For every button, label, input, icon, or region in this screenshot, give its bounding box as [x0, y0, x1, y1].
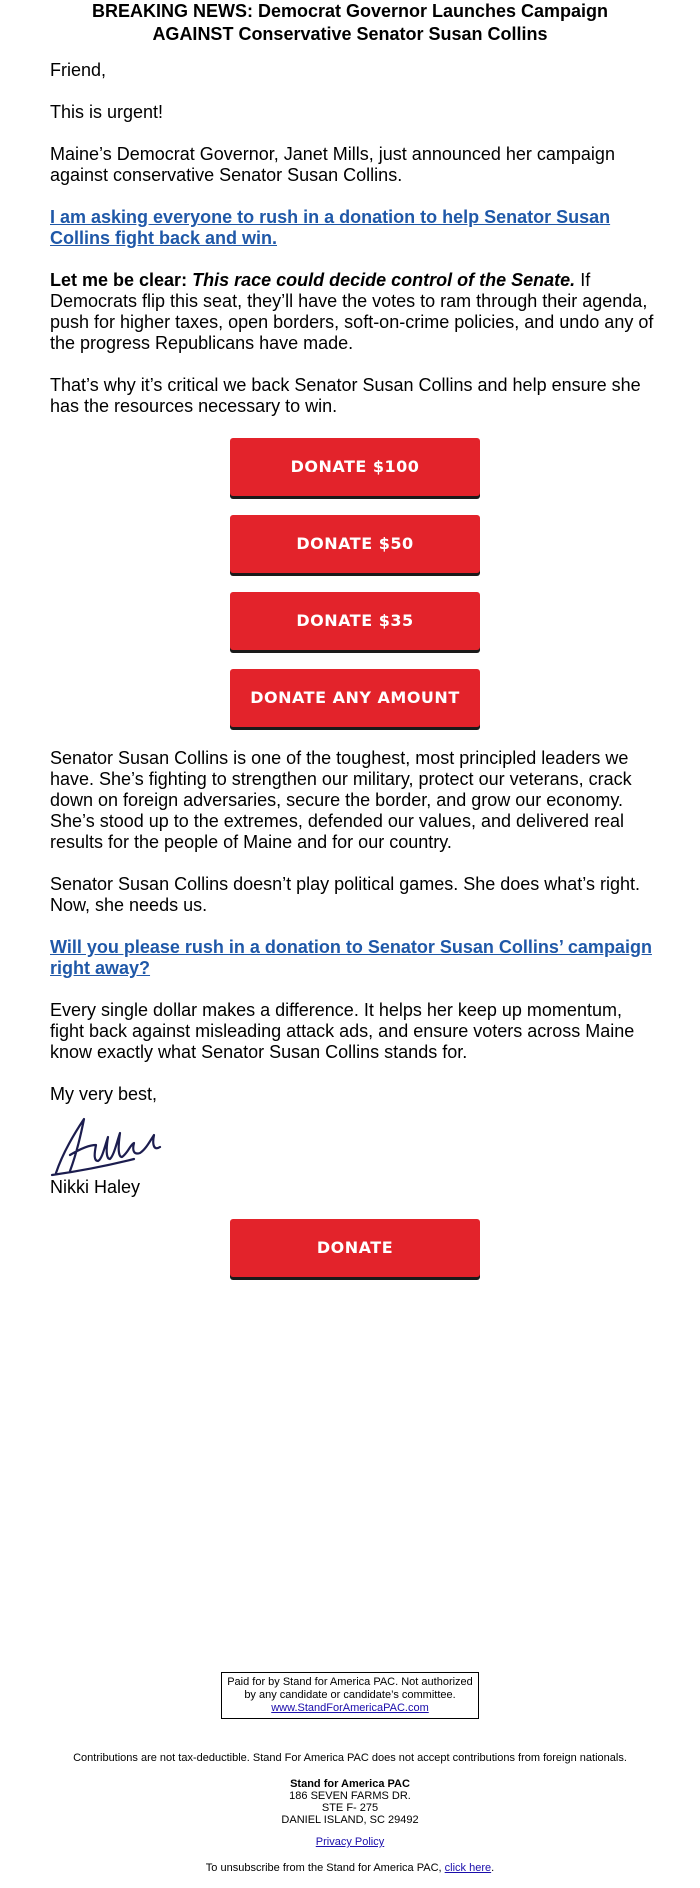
signature-image	[50, 1115, 170, 1177]
unsubscribe-text: To unsubscribe from the Stand for America PAC,	[205, 1862, 442, 1874]
pac-website-link[interactable]: www.StandForAmericaPAC.com	[271, 1702, 429, 1714]
paragraph-every-dollar: Every single dollar makes a difference. It helps her keep up momentum, fight back against misleading attack ads, and ensure voters across Maine know exactly what Senator Susan Collins stands for.	[50, 1000, 635, 1062]
donation-link-paragraph	[50, 207, 660, 249]
urgent-line: This is urgent!	[50, 102, 164, 122]
donate-50-button[interactable]: DONATE $50	[230, 515, 480, 573]
donate-any-wrap	[50, 669, 660, 727]
donate-button[interactable]: DONATE	[230, 1219, 480, 1277]
email-headline	[60, 0, 640, 46]
donate-100-button[interactable]: DONATE $100	[230, 438, 480, 496]
email-footer	[0, 1752, 700, 1888]
donate-100-wrap	[50, 438, 660, 496]
address-line-1: 186 SEVEN FARMS DR.	[289, 1790, 411, 1802]
lead-text: Let me be clear:	[50, 270, 188, 290]
unsubscribe-period: .	[491, 1862, 495, 1874]
donate-35-button[interactable]: DONATE $35	[230, 592, 480, 650]
letter-body	[50, 60, 660, 1296]
unsubscribe-link[interactable]: click here	[444, 1862, 492, 1874]
closing: My very best,	[50, 1084, 158, 1104]
paragraph-announcement: Maine’s Democrat Governor, Janet Mills, just announced her campaign against conservative Senator Susan Collins.	[50, 144, 615, 185]
emphasis-text: This race could decide control of the Senate.	[192, 270, 576, 290]
donation-link-paragraph-2	[50, 937, 660, 979]
address-line-3: DANIEL ISLAND, SC 29492	[281, 1814, 419, 1826]
paragraph-senate-control	[50, 270, 660, 354]
org-name: Stand for America PAC	[290, 1778, 410, 1790]
headline-line-1: BREAKING NEWS: Democrat Governor Launches Campaign	[91, 1, 609, 21]
greeting: Friend,	[50, 60, 107, 80]
disclaimer-text: Paid for by Stand for America PAC. Not authorized by any candidate or candidate’s committee.	[227, 1676, 473, 1701]
address-line-2: STE F- 275	[321, 1802, 379, 1814]
paragraph-rest: If Democrats flip this seat, they’ll have the votes to ram through their agenda, push for higher taxes, open borders, soft-on-crime policies, and undo any of the progress Republicans have made.	[50, 270, 654, 353]
paragraph-critical: That’s why it’s critical we back Senator Susan Collins and help ensure she has the resources necessary to win.	[50, 375, 641, 416]
donate-50-wrap	[50, 515, 660, 573]
donate-any-amount-button[interactable]: DONATE ANY AMOUNT	[230, 669, 480, 727]
paragraph-collins-record: Senator Susan Collins is one of the toughest, most principled leaders we have. She’s fighting to strengthen our military, protect our veterans, crack down on foreign adversaries, secure the border, and grow our economy. She’s stood up to the extremes, defended our values, and delivered real results for the people of Maine and for our country.	[50, 748, 632, 852]
donation-link-1[interactable]: I am asking everyone to rush in a donation to help Senator Susan Collins fight back and win.	[50, 207, 611, 248]
mailing-address	[0, 1778, 700, 1826]
donation-link-2[interactable]: Will you please rush in a donation to Senator Susan Collins’ campaign right away?	[50, 937, 652, 978]
headline-line-2: AGAINST Conservative Senator Susan Collins	[152, 24, 548, 44]
privacy-policy-link[interactable]: Privacy Policy	[315, 1836, 385, 1848]
paid-for-disclaimer	[221, 1672, 479, 1719]
donate-final-wrap	[50, 1219, 660, 1277]
paragraph-no-games: Senator Susan Collins doesn’t play political games. She does what’s right. Now, she needs us.	[50, 874, 641, 915]
tax-note: Contributions are not tax-deductible. Stand For America PAC does not accept contributions from foreign nationals.	[73, 1752, 627, 1764]
signer-name: Nikki Haley	[50, 1177, 141, 1197]
donate-35-wrap	[50, 592, 660, 650]
unsubscribe-line	[0, 1862, 700, 1874]
privacy-line	[0, 1836, 700, 1848]
